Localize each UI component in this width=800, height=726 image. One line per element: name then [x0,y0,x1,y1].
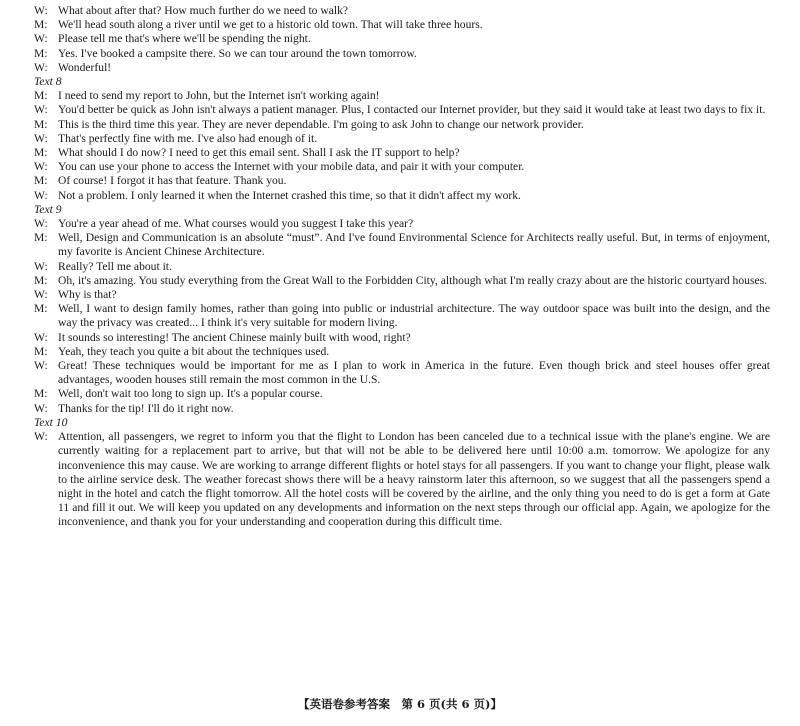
speaker-label: M: [34,46,48,60]
speaker-label: M: [34,387,48,401]
dialogue-line [34,260,770,274]
speaker-label: M: [34,18,48,32]
dialogue-text: Not a problem. I only learned it when the Internet crashed this time, so that it didn't affect my work. [58,188,521,202]
page-footer: 【英语卷参考答案 第 6 页(共 6 页)】 [298,697,502,711]
dialogue-line [34,345,770,359]
dialogue-line [34,4,770,18]
dialogue-line [34,32,770,46]
speaker-label: W: [34,401,48,415]
section-label: Text 10 [34,415,68,429]
dialogue-line [34,146,770,160]
dialogue-text: You'd better be quick as John isn't always a patient manager. Plus, I contacted our Internet provider, but they said it would take at least two days to fix it. [58,103,766,117]
dialogue-text: Please tell me that's where we'll be spending the night. [58,32,311,46]
dialogue-line [34,302,770,330]
dialogue-text: I need to send my report to John, but the Internet isn't working again! [58,89,380,103]
dialogue-text: You're a year ahead of me. What courses would you suggest I take this year? [58,217,414,231]
speaker-label: W: [34,288,48,302]
dialogue-text: Attention, all passengers, we regret to inform you that the flight to London has been canceled due to a technical issue with the plane's engine. We are currently waiting for a replacement part to arrive, but that will not be able to be delivered here until 10:00 a.m. tomorrow. We apologize for any inconvenience this may cause. We are working to arrange different flights or hotel stays for all passengers. If you want to change your flight, please walk to the airline service desk. The weather forecast shows there will be a heavy rainstorm later this afternoon, so we suggest that all the passengers spend a night in the hotel and catch the flight tomorrow. All the hotel costs will be covered by the airline, and the only thing you need to do is get a form at Gate 11 and fill it out. We will keep you updated on any developments and information on the next steps through our official app. Again, we apologize for the inconvenience, and thank you for your understanding and cooperation during this difficult time. [58,430,770,529]
speaker-label: M: [34,174,48,188]
dialogue-text: Yeah, they teach you quite a bit about the techniques used. [58,344,330,358]
dialogue-text: That's perfectly fine with me. I've also had enough of it. [58,131,318,145]
speaker-label: M: [34,146,48,160]
section-label: Text 9 [34,202,62,216]
dialogue-line [34,103,770,117]
dialogue-line [34,288,770,302]
dialogue-text: Well, Design and Communication is an absolute “must”. And I've found Environmental Science for Architects really useful. But, in terms of enjoyment, my favorite is Ancient Chinese Architecture. [58,231,770,259]
speaker-label: M: [34,89,48,103]
dialogue-line [34,359,770,387]
speaker-label: W: [34,60,48,74]
dialogue-line [34,89,770,103]
dialogue-text: Great! These techniques would be important for me as I plan to work in America in the future. Even though brick and steel houses offer great advantages, wooden houses still remain the most common in the U.S. [58,359,770,387]
speaker-label: W: [34,4,48,17]
dialogue-text: Well, don't wait too long to sign up. It's a popular course. [58,387,323,401]
dialogue-line [34,274,770,288]
speaker-label: W: [34,259,48,273]
dialogue-text: This is the third time this year. They are never dependable. I'm going to ask John to change our network provider. [58,117,584,131]
speaker-label: W: [34,430,48,444]
dialogue-text: Why is that? [58,288,117,302]
dialogue-text: Of course! I forgot it has that feature. Thank you. [58,174,287,188]
dialogue-line [34,430,770,529]
dialogue-text: You can use your phone to access the Internet with your mobile data, and pair it with your computer. [58,160,525,174]
speaker-label: M: [34,231,48,245]
speaker-label: W: [34,160,48,174]
dialogue-line [34,331,770,345]
dialogue-text: What should I do now? I need to get this email sent. Shall I ask the IT support to help? [58,146,460,160]
speaker-label: M: [34,273,48,287]
dialogue-line [34,132,770,146]
dialogue-line [34,160,770,174]
dialogue-text: Yes. I've booked a campsite there. So we can tour around the town tomorrow. [58,46,417,60]
dialogue-line [34,18,770,32]
dialogue-line [34,61,770,75]
transcript-body [34,4,770,530]
dialogue-line [34,47,770,61]
dialogue-text: Wonderful! [58,60,112,74]
dialogue-text: Well, I want to design family homes, rather than going into public or industrial architecture. The way outdoor space was built into the design, and the way the privacy was created... I think it's very suitable for modern living. [58,302,770,330]
dialogue-line [34,402,770,416]
dialogue-text: We'll head south along a river until we get to a historic old town. That will take three hours. [58,18,483,32]
speaker-label: W: [34,359,48,373]
dialogue-text: Thanks for the tip! I'll do it right now. [58,401,234,415]
dialogue-line [34,387,770,401]
dialogue-text: It sounds so interesting! The ancient Chinese mainly built with wood, right? [58,330,411,344]
speaker-label: W: [34,330,48,344]
dialogue-line [34,217,770,231]
speaker-label: W: [34,131,48,145]
speaker-label: M: [34,344,48,358]
speaker-label: M: [34,117,48,131]
dialogue-line [34,189,770,203]
dialogue-text: Really? Tell me about it. [58,259,172,273]
speaker-label: M: [34,302,48,316]
dialogue-line [34,174,770,188]
dialogue-text: Oh, it's amazing. You study everything from the Great Wall to the Forbidden City, although what I'm really crazy about are the historic courtyard houses. [58,273,768,287]
dialogue-text: What about after that? How much further do we need to walk? [58,4,349,17]
speaker-label: W: [34,32,48,46]
speaker-label: W: [34,103,48,117]
dialogue-line [34,231,770,259]
speaker-label: W: [34,217,48,231]
speaker-label: W: [34,188,48,202]
section-label: Text 8 [34,75,62,89]
dialogue-line [34,118,770,132]
